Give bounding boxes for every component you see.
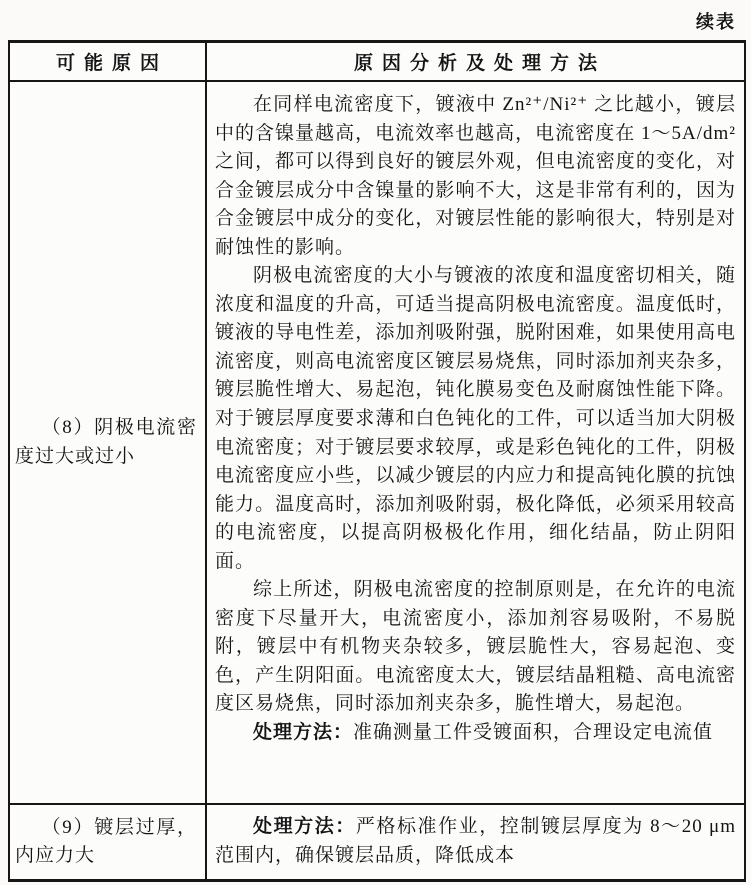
method-text-8: 准确测量工件受镀面积，合理设定电流值 <box>353 722 714 744</box>
method-label-9: 处理方法： <box>253 816 356 837</box>
method-line-8 <box>215 719 736 748</box>
analysis-paragraph-3: 综上所述，阴极电流密度的控制原则是，在允许的电流密度下尽量开大，电流密度小，添加剂容易吸附，不易脱附，镀层中有机物夹杂较多，镀层脆性大，容易起泡、变色，产生阴阳面。电流密度太大，镀层结晶粗糙、高电流密度区易烧焦，同时添加剂夹杂多，脆性增大，易起泡。 <box>215 579 736 715</box>
table-header-row <box>10 43 744 82</box>
method-line-9 <box>215 813 736 870</box>
cause-cell-9 <box>10 805 207 879</box>
column-header-cause: 可能原因 <box>10 43 207 80</box>
analysis-cell-8 <box>207 82 744 803</box>
cause-cell-8 <box>10 82 207 803</box>
analysis-cell-9 <box>207 805 744 879</box>
table-row-cause-8 <box>10 82 744 805</box>
troubleshooting-table <box>8 40 746 882</box>
continued-table-label: 续表 <box>696 12 736 32</box>
analysis-paragraph-2: 阴极电流密度的大小与镀液的浓度和温度密切相关，随浓度和温度的升高，可适当提高阴极电流密度。温度低时，镀液的导电性差，添加剂吸附强，脱附困难，如果使用高电流密度，则高电流密度区镀层易烧焦，同时添加剂夹杂多，镀层脆性增大、易起泡，钝化膜易变色及耐腐蚀性能下降。对于镀层厚度要求薄和白色钝化的工件，可以适当加大阴极电流密度；对于镀层要求较厚，或是彩色钝化的工件，阴极电流密度应小些，以减少镀层的内应力和提高钝化膜的抗蚀能力。温度高时，添加剂吸附弱，极化降低，必须采用较高的电流密度，以提高阴极极化作用，细化结晶，防止阴阳面。 <box>215 265 736 572</box>
method-text-9: 严格标准作业，控制镀层厚度为 8～20 μm 范围内，确保镀层品质，降低成本 <box>215 816 736 866</box>
cause-text-9: （9）镀层过厚，内应力大 <box>15 816 197 866</box>
method-label-8: 处理方法： <box>253 722 354 744</box>
column-header-analysis: 原因分析及处理方法 <box>353 53 606 74</box>
cause-text-8: （8）阴极电流密度过大或过小 <box>15 417 197 467</box>
analysis-paragraph-1: 在同样电流密度下，镀液中 Zn²⁺/Ni²⁺ 之比越小，镀层中的含镍量越高，电流效率也越高，电流密度在 1～5A/dm²之间，都可以得到良好的镀层外观，但电流密度的变化，对合金镀层成分中含镍量的影响不大，这是非常有利的，因为合金镀层中成分的变化，对镀层性能的影响很大，特别是对耐蚀性的影响。 <box>215 94 736 258</box>
table-row-cause-9 <box>10 805 744 879</box>
